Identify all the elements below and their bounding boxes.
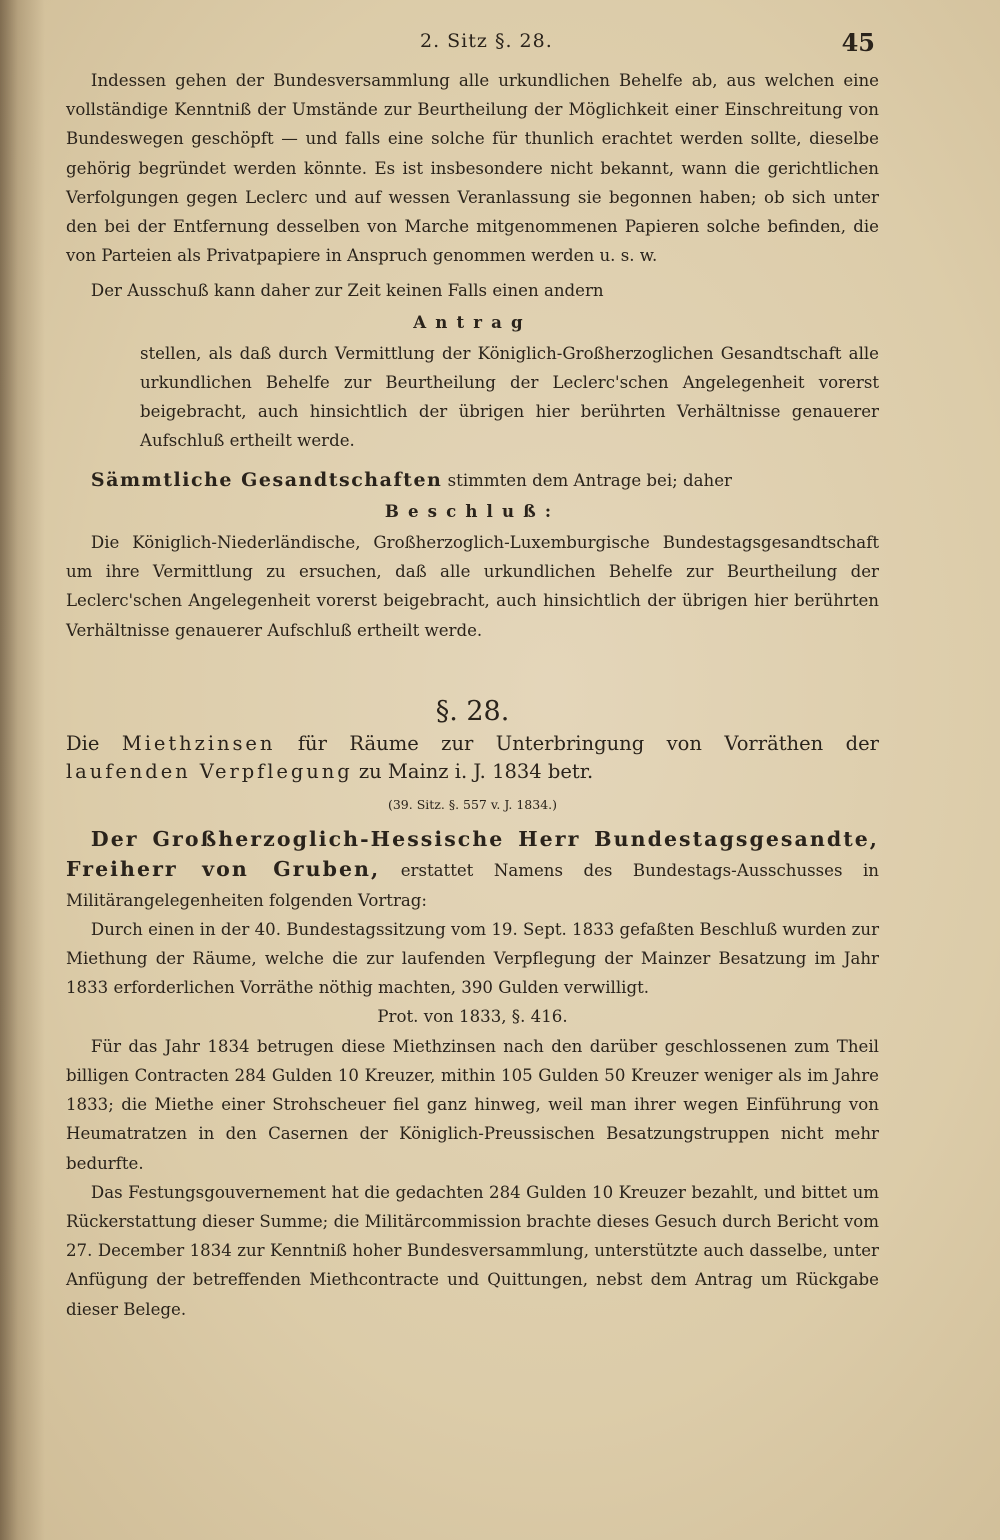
paragraph-fuer-1834: Für das Jahr 1834 betrugen diese Miethzinsen nach den darüber geschlossenen zum Theil billigen Contracten 284 Gulden 10 Kreuzer, mithin 105 Gulden 50 Kreuzer weniger als im Jahre 1833; die Miethe einer Strohscheuer fiel ganz hinweg, weil man ihrer wegen Einführung von Heumatratzen in den Casernen der Königlich-Preussischen Besatzungstruppen nicht mehr bedurfte.	[66, 1036, 879, 1173]
section-reference: (39. Sitz. §. 557 v. J. 1834.)	[387, 797, 558, 813]
page-content	[66, 66, 879, 1324]
beschluss-text: Die Königlich-Niederländische, Großherzoglich-Luxemburgische Bundestagsgesandtschaft um ihre Vermittlung zu ersuchen, daß alle urkundlichen Behelfe zur Beurtheilung der Leclerc'schen Angelegenheit vorerst beigebracht, auch hinsichtlich der übrigen hier berührten Verhältnisse genauerer Aufschluß ertheilt werde.	[66, 533, 879, 640]
section-title	[66, 730, 879, 786]
paragraph-ausschuss: Der Ausschuß kann daher zur Zeit keinen Falls einen andern	[90, 281, 604, 301]
section-number: §. 28.	[435, 695, 510, 727]
antrag-heading: Antrag	[413, 311, 532, 332]
running-title: 2. Sitz §. 28.	[420, 30, 553, 52]
section-title-part-b: Miethzinsen	[121, 732, 276, 756]
paragraph-durch: Durch einen in der 40. Bundestagssitzung vom 19. Sept. 1833 gefaßten Beschluß wurden zur Miethung der Räume, welche die zur laufenden Verpflegung der Mainzer Besatzung im Jahr 1833 erforderlichen Vorräthe nöthig machten, 390 Gulden verwilligt.	[66, 919, 880, 998]
section-title-part-a: Die	[66, 732, 122, 756]
paragraph-gesandtschaften	[66, 466, 879, 495]
speaker-name: Der Großherzoglich-Hessische Herr Bundestagsgesandte, Freiherr von Gruben,	[66, 827, 879, 882]
section-title-part-d: laufenden Verpflegung	[66, 760, 353, 784]
gesandtschaften-lead: Sämmtliche Gesandtschaften	[90, 468, 443, 491]
paragraph-indessen: Indessen gehen der Bundesversammlung alle urkundlichen Behelfe ab, aus welchen eine vollständige Kenntniß der Umstände zur Beurtheilung der Möglichkeit einer Einschreitung von Bundeswegen geschöpft — und falls eine solche für thunlich erachtet werden sollte, dieselbe gehörig begründet werden könnte. Es ist insbesondere nicht bekannt, wann die gerichtlichen Verfolgungen gegen Leclerc und auf wessen Veranlassung sie begonnen haben; ob sich unter den bei der Entfernung desselben von Marche mitgenommenen Papieren solche befinden, die von Parteien als Privatpapiere in Anspruch genommen werden u. s. w.	[66, 71, 879, 266]
protocol-reference: Prot. von 1833, §. 416.	[377, 1007, 568, 1027]
speaker-rest: erstattet Namens des Bundestags-Ausschusses in Militärangelegenheiten folgenden Vortrag:	[66, 861, 879, 910]
gesandtschaften-rest: stimmten dem Antrage bei; daher	[442, 470, 732, 490]
antrag-text: stellen, als daß durch Vermittlung der Königlich-Großherzoglichen Gesandtschaft alle urkundlichen Behelfe zur Beurtheilung der Leclerc'schen Angelegenheit vorerst beigebracht, auch hinsichtlich der übrigen hier berührten Verhältnisse genauerer Aufschluß ertheilt werde.	[140, 343, 879, 451]
paragraph-festungsgouvernement: Das Festungsgouvernement hat die gedachten 284 Gulden 10 Kreuzer bezahlt, und bittet um Rückerstattung dieser Summe; die Militärcommission brachte dieses Gesuch durch Bericht vom 27. December 1834 zur Kenntniß hoher Bundesversammlung, unterstützte auch dasselbe, unter Anfügung der betreffenden Miethcontracte und Quittungen, nebst dem Antrag um Rückgabe dieser Belege.	[66, 1182, 879, 1319]
section-title-part-c: für Räume zur Unterbringung von Vorräthen der	[275, 732, 879, 756]
paragraph-vortrag-intro	[66, 825, 879, 915]
antrag-block	[140, 339, 879, 456]
beschluss-heading: Beschluß:	[384, 500, 561, 521]
page-number: 45	[841, 28, 875, 57]
page-header	[0, 28, 1000, 62]
section-title-part-e: zu Mainz i. J. 1834 betr.	[352, 760, 594, 784]
